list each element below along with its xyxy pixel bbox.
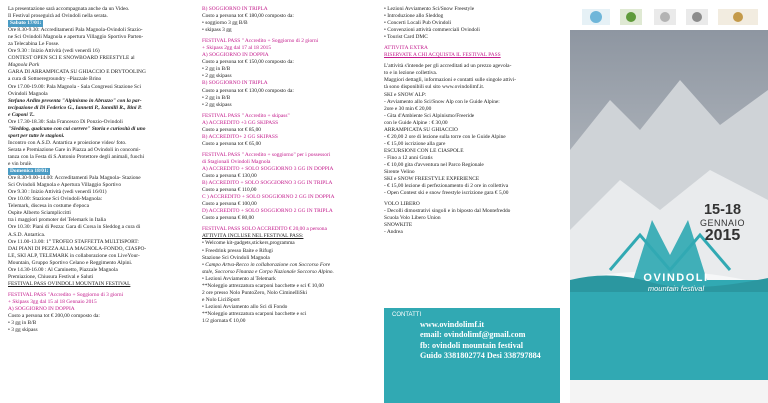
- brand-title: OVINDOLI: [643, 272, 709, 284]
- text-line: sport per tutte le stagioni.: [8, 132, 65, 139]
- text-line: - € 10,00 gita d'avventura nel Parco Regionale: [384, 161, 484, 168]
- option-label: D) ACCREDITO + SOLO SOGGIORNO 2 GG IN TRIPLA: [202, 208, 333, 215]
- section-heading: ATTIVITÀ INCLUSE NEL FESTIVAL PASS:: [202, 233, 304, 240]
- text-line: • Tourist Card DMC: [384, 34, 428, 41]
- text-line: **Noleggio attrezzatura scarponi bacchette e sci: [202, 310, 307, 317]
- text-line: Ore 9.30 : Inizio Attività (vedi venerdì 16/01): [8, 189, 107, 196]
- text-line: Costo a persona tot € 200,00 composto da:: [8, 313, 100, 320]
- text-line: - € 20,00 2 ore di lezione sulla torre con le Guide Alpine: [384, 133, 506, 140]
- text-line: Ore 17.00-19.00: Pala Magnola - Sala Congressi Stazione Sci: [8, 83, 141, 90]
- text-line: Scuola Volo Libero Union: [384, 215, 441, 222]
- text-line: ne Sci Ovindoli Magnola e apertura Villaggio Sportivo Parten-: [8, 34, 144, 41]
- text-line: Costo a persona tot € 65,00: [202, 140, 261, 147]
- text-line: Stazione Sci Ovindoli Magnola: [202, 254, 270, 261]
- text-line: Maggiori dettagli, informazioni e contatti sulle singole attivi-: [384, 77, 517, 84]
- text-line: 2 ore presso Nolo PuntoZero, Nolo CimineIliSki: [202, 289, 307, 296]
- text-line: • skipass 3 gg: [202, 27, 232, 34]
- text-line: Ore 10.30: Piani di Pezza: Gara di Corsa in Sleddog a cura di: [8, 224, 141, 231]
- text-line: Ovindoli Magnola: [8, 90, 48, 97]
- text-line: Ore 8.30-9.30: Accreditamenti Pala Magnola-Ovindoli Stazio-: [8, 27, 143, 34]
- pass-heading: FESTIVAL PASS " Accredito + Soggiorno di 2 giorni: [202, 38, 319, 45]
- text-line: con le Guide Alpine : € 30,00: [384, 119, 448, 126]
- day-heading-saturday: Sabato 17/01:: [10, 20, 42, 27]
- text-line: • 3 gg skipass: [8, 327, 38, 334]
- text-line: • Concerti Locali Pub Ovindoli: [384, 20, 452, 27]
- month-text: GENNAIO: [700, 218, 746, 228]
- text-line: Costo a persona tot € 180,00 composto da:: [202, 13, 294, 20]
- text-line: • soggiorno 3 gg B/B: [202, 20, 248, 27]
- text-line: La presentazione sarà accompagnata anche da un Video.: [8, 6, 130, 12]
- text-line: Sci Ovindoli Magnola e Apertura Villaggio Sportivo: [8, 182, 122, 189]
- text-line: • 3 gg in B/B: [8, 320, 37, 327]
- text-line: e vin brulè.: [8, 161, 33, 168]
- option-label: B) ACCREDITO+ 2 GG SKIPASS: [202, 133, 278, 140]
- contacts-box: [384, 308, 560, 403]
- option-label: A) ACCREDITO +3 GG SKIPASS: [202, 119, 279, 126]
- program-column-1: [8, 6, 196, 334]
- text-line: • Lezioni Avviamento Sci/Snow Freestyle: [384, 6, 475, 12]
- text-line: A.S.D. Antartica.: [8, 231, 46, 238]
- text-line: Costo a persona tot € 150,00 composto da:: [202, 59, 294, 66]
- pass-heading: + Skipass 3gg dal 15 al 18 Gennaio 2015: [8, 298, 97, 305]
- section-heading: RISERVATE A CHI ACQUISTA IL FESTIVAL PASS: [384, 52, 501, 59]
- dates-text: 15-18: [703, 202, 742, 218]
- text-line: Serata e Premiazione Gare in Piazza ad Ovindoli in concomi-: [8, 146, 141, 153]
- text-line: a cura di Sottoeregroundry –Piazzale Brino: [8, 76, 102, 83]
- text-line: tanza con la Festa di S.Antonio Protettore degli animali, fuochi: [8, 153, 145, 160]
- program-column-3: [384, 6, 560, 236]
- text-line: - Fino a 12 anni Gratis: [384, 154, 433, 161]
- text-line: e Nolo LiciiSport: [202, 296, 240, 303]
- sponsor-logos: [580, 6, 760, 28]
- contacts-title: CONTATTI: [392, 312, 422, 318]
- text-line: GARA DI ARRAMPICATA SU GHIACCIO E DRYTOOLING: [8, 69, 146, 76]
- text-line: • Lezioni Avviamento allo Sci di Fondo: [202, 303, 288, 310]
- brand-subtitle: mountain festival: [647, 284, 705, 293]
- option-label: A) SOGGIORNO IN DOPPIA: [202, 52, 269, 59]
- text-line: 2ore e 30 min € 20,00: [384, 105, 432, 112]
- text-line: tra i maggiori promoter del Telemark in Italia: [8, 217, 106, 224]
- text-line: - Andrea: [384, 229, 403, 236]
- pass-heading: FESTIVAL PASS SOLO ACCREDITO € 20,00 a persona: [202, 226, 327, 233]
- text-line: tà sono disponibili sul sito www.ovindolimf.it.: [384, 84, 485, 91]
- option-label: A) SOGGIORNO IN DOPPIA: [8, 305, 75, 312]
- phone-text: Guido 3381802774 Desi 338797884: [420, 351, 541, 361]
- text-line: • Freedrink presso Baite e Rifugi: [202, 247, 273, 254]
- email-link[interactable]: email: ovindolimf@gmail.com: [420, 330, 526, 340]
- day-heading-sunday: Domenica 18/01:: [10, 168, 49, 175]
- text-line: za Telecabina Le Fosse.: [8, 41, 60, 48]
- text-line: • 2 gg skipass: [202, 101, 232, 108]
- option-label: B) SOGGIORNO IN TRIPLA: [202, 6, 268, 12]
- text-line: 1/2 giornata € 10,00: [202, 317, 246, 324]
- activity-heading: ESCURSIONI CON LE CIASPOLE: [384, 147, 464, 154]
- website-link[interactable]: www.ovindolimf.it: [420, 320, 485, 329]
- text-line: Telemark, discesa in costume d'epoca: [8, 203, 89, 210]
- text-line: • 2 gg skipass: [202, 73, 232, 80]
- activity-heading: SKI e SNOW FREESTYLE EXPERIENCE: [384, 176, 480, 183]
- text-line: - Gita d'Ambiente Sci Alpinismo/Freeride: [384, 112, 475, 119]
- activity-heading: SNOWKITE: [384, 222, 413, 229]
- text-line: Ore 8.30-9.00-14.00: Accreditamenti Pala Magnola- Stazione: [8, 175, 141, 182]
- text-line: DAI PIANI DI PEZZA ALLA MAGNOLA-FONDO, CIASPO-: [8, 245, 147, 252]
- pass-heading: di Stagionali Ovindoli Magnola: [202, 158, 271, 165]
- pass-heading: FESTIVAL PASS "Accredito + Soggiorno di 3 giorni: [8, 291, 124, 298]
- text-line: "Sleddog, qualcuno con cui correre" Storia e curiosità di uno: [8, 125, 146, 132]
- activity-heading: ARRAMPICATA SU GHIACCIO: [384, 126, 458, 133]
- text-line: Sirente Velino: [384, 169, 415, 176]
- festival-logo: [636, 272, 716, 293]
- text-line: • Welcome kit-gadgets,stickers,programma: [202, 240, 295, 247]
- text-line: • 2 gg in B/B: [202, 94, 231, 101]
- partner-bar: [570, 380, 768, 403]
- text-line: Ore 9.30 : Inizio Attività (vedi venerdì 16): [8, 48, 100, 55]
- text-line: stale, Soccorso Finanza e Corpo Nazionale Soccorso Alpino.: [202, 268, 334, 275]
- text-line: Costo a persona tot € 85,00: [202, 126, 261, 133]
- text-line: Costo a persona € 100,00: [202, 201, 257, 208]
- text-line: - € 15,00 iscrizione alla gare: [384, 140, 446, 147]
- text-line: Mountain, Gruppo Sportivo Celano e Reggimento Alpini.: [8, 259, 133, 266]
- pass-heading: FESTIVAL PASS " Accredito + skipass": [202, 112, 290, 119]
- text-line: e Caponi T..: [8, 111, 35, 118]
- option-label: A) ACCREDITO + SOLO SOGGIORNO 3 GG IN DOPPIA: [202, 165, 334, 172]
- option-label: B) ACCREDITO + SOLO SOGGIORNO 3 GG IN TRIPLA: [202, 180, 333, 187]
- text-line: Magnola Park: [8, 62, 40, 69]
- cover-panel: [570, 0, 768, 403]
- text-line: tecipazione di Di Federico G., Iannetti P., Iannilli R., Bini P.: [8, 104, 142, 111]
- text-line: Il Festival proseguirà ad Ovindoli nella serata.: [8, 13, 108, 20]
- text-line: - Decolli dimostrativi singoli e in biposto dal Montefreddo: [384, 208, 511, 215]
- pass-heading: + Skipass 2gg dal 17 al 18 2015: [202, 45, 272, 52]
- text-line: L'attività s'intende per gli accreditati ad un prezzo agevola-: [384, 63, 512, 70]
- activity-heading: VOLO LIBERO: [384, 201, 420, 208]
- text-line: - Avviamento allo Sci/Snow Alp con le Guide Alpine:: [384, 98, 500, 105]
- option-label: B) SOGGIORNO IN TRIPLA: [202, 80, 268, 87]
- text-line: • Campo Artva-Recco in collaborazione con Soccorso Fore: [202, 261, 331, 268]
- text-line: Costo a persona € 80,00: [202, 215, 254, 222]
- text-line: • Introduzione allo Sleddog: [384, 13, 444, 20]
- text-line: Costo a persona tot € 130,00 composto da:: [202, 87, 294, 94]
- text-line: Ore 17.30-18.30: Sala Francesco Di Ponzio-Ovindoli: [8, 118, 123, 125]
- text-line: LE, SKI ALP, TELEMARK in collaborazione con LiveYour-: [8, 252, 140, 259]
- section-heading: ATTIVITÀ EXTRA: [384, 45, 428, 52]
- activity-heading: SKI e SNOW ALP:: [384, 91, 427, 98]
- text-line: Premiazione, Chiusura Festival e Saluti: [8, 273, 94, 280]
- text-line: Ore 11.00-13.00: 1° TROFEO STAFFETTA MULTISPORT:: [8, 238, 139, 245]
- text-line: CONTEST OPEN SCI E SNOWBOARD FREESTYLE al: [8, 55, 135, 62]
- text-line: Ore 14.30-16.00 : Al Caminetto, Piazzale Magnola: [8, 266, 118, 273]
- text-line: - € 15,00 lezione di perfezionamento di 2 ore in collettiva: [384, 183, 509, 190]
- event-dates: [700, 203, 745, 244]
- text-line: Incontro con A.S.D. Antartica e proiezione video/ foto.: [8, 139, 127, 146]
- option-label: C ) ACCREDITO + SOLO SOGGIORNO 2 GG IN DOPPIA: [202, 194, 335, 201]
- text-line: Ore 10.00: Stazione Sci Ovindoli-Magnola:: [8, 196, 103, 203]
- text-line: Ospite Alberto Sciampliccitti: [8, 210, 71, 217]
- text-line: Costo a persona € 110,00: [202, 187, 257, 194]
- pass-heading: FESTIVAL PASS " Accredito + soggiorno" per i possessori: [202, 151, 331, 158]
- year-text: 2015: [704, 227, 741, 244]
- section-heading: FESTIVAL PASS OVINDOLI MOUNTAIN FESTIVAL: [8, 280, 131, 287]
- text-line: Costo a persona € 130,00: [202, 173, 257, 180]
- text-line: Stefano Ardito presenta "Alpinismo in Abruzzo" con la par-: [8, 97, 142, 104]
- text-line: - Open Contest ski e snow freestyle iscrizione gara € 5,00: [384, 190, 509, 197]
- text-line: • Lezioni Avviamento al Telemark: [202, 275, 276, 282]
- text-line: • Convenzioni attività commerciali Ovindoli: [384, 27, 480, 34]
- text-line: • 2 gg in B/B: [202, 66, 231, 73]
- program-column-2: [202, 6, 374, 325]
- text-line: **Noleggio attrezzatura scarponi bacchette e sci € 10,00: [202, 282, 324, 289]
- facebook-text: fb: ovindoli mountain festival: [420, 340, 524, 350]
- text-line: to e in lezione collettiva.: [384, 70, 438, 77]
